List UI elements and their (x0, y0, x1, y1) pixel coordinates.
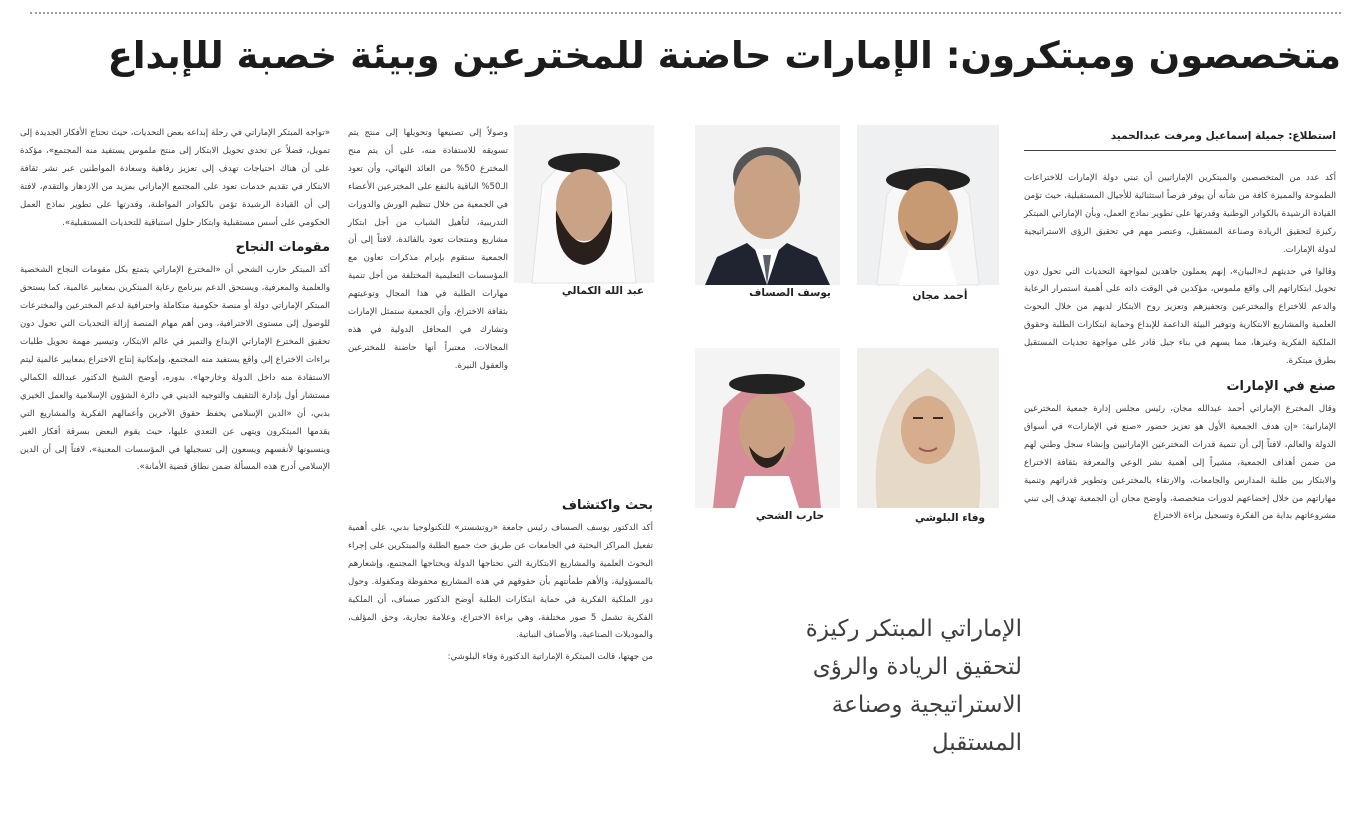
top-dotted-rule (30, 12, 1341, 14)
caption-hareb-alshehhi: حارب الشحي (755, 510, 825, 522)
caption-abdullah-alkamali: عبد الله الكمالي (561, 285, 645, 297)
caption-wafaa-albalushi: وفاء البلوشي (914, 512, 985, 524)
col3-para-3: من جهتها، قالت المبتكرة الإماراتية الدكتورة وفاء البلوشي: (447, 652, 653, 663)
col4-para-1: «تواجه المبتكر الإماراتي في رحلة إبداعه بعض التحديات، حيث تحتاج الأفكار الجديدة إلى تمويل، فضلاً عن تحدي تحويل الابتكار إلى منتج ملموس يستفيد منه المجتمع»، مؤكدة على أن هناك احتياجات تهدف إلى تعزيز رفاهية وسعادة المواطنين عبر نشر ثقافة الابتكار في تقديم خدمات تعود على المجتمع الإماراتي بمزيد من الازدهار والتقدم، لافتة إلى أن القيادة الرشيدة تؤمن بالكوادر المواطنة، وقدرتها على تطوير نماذج العمل الحكومي على أسس مستقبلية وابتكار حلول استباقية للتحديات المستقبلية». (20, 128, 330, 228)
pull-quote-line-4: المستقبل (931, 730, 1022, 756)
col1-para-3: وقال المخترع الإماراتي أحمد عبدالله مجان، رئيس مجلس إدارة جمعية المخترعين الإماراتية: «إن هدف الجمعية الأول هو تعزيز حضور «صنع في الإمارات» في أسواق الدولة والعالم، لافتاً إلى أن تنمية قدرات المخترعين الإماراتيين وإنشاء سجل وطني لهم من ضمن أهداف الجمعية، مشيراً إلى أهمية نشر الوعي والمعرفة بثقافة الاختراع والابتكار بين طلبة المدارس والجامعات، والارتقاء بالمخترعين وتطوير قدراتهم وتنمية مهاراتهم من خلال إخضاعهم لدورات متخصصة، وأوضح مجان أن الجمعية تهدف إلى تبني مشروعاتهم بداية من الفكرة وتسجيل براءة الاختراع (1024, 403, 1336, 522)
photo-ahmed-majan (857, 125, 999, 285)
pull-quote-line-2: لتحقيق الريادة والرؤى (812, 654, 1022, 680)
subhead-made-in-uae: صنع في الإمارات (1226, 378, 1336, 394)
man-ghutra-beard-portrait-icon (514, 125, 654, 283)
photo-yousef-alsassaf (695, 125, 840, 285)
column-3-top (348, 125, 508, 371)
column-4 (20, 125, 330, 785)
photo-hareb-alshehhi (695, 348, 840, 508)
caption-ahmed-majan: أحمد مجان (912, 290, 968, 302)
photo-abdullah-alkamali (514, 125, 654, 283)
man-ghutra-portrait-icon (857, 125, 999, 285)
headline: متخصصون ومبتكرون: الإمارات حاضنة للمخترعين وبيئة خصبة للإبداع (107, 34, 1341, 77)
column-3 (348, 350, 653, 780)
col4-para-2: أكد المبتكر حارب الشحي أن «المخترع الإماراتي يتمتع بكل مقومات النجاح الشخصية والعلمية والمعرفية، ويستحق الدعم ببرنامج رعاية المبتكرين بمعايير عالمية، كما يستحق المبتكر الإماراتي دولة أو منصة حكومية متكاملة واحترافية لدعم المخترعين والمخترعات للوصول إلى مستوى الاحترافية، ومن أهم مهام المنصة إزالة التحديات التي تحول دون تحقيق المخترع الإماراتي الإبداع والتميز في عالم الابتكار، وتيسير مهمة تحويل طلبات براءات الاختراع إلى واقع يستفيد منه المجتمع، وإمكانية إنتاج الاختراع بمعايير عالمية ليتم الاستفادة منه داخل الدولة وخارجها». بدوره، أوضح الشيخ الدكتور عبدالله الكمالي مستشار أول بإدارة التثقيف والتوجيه الديني في دائرة الشؤون الإسلامية والعمل الخيري بدبي، أن «الدين الإسلامي يحفظ حقوق الآخرين وأعمالهم الفكرية والمشاريع التي يقدمها المبتكرون ويتهى عن التعدي عليها، حيث يقوم البعض بسرقة أفكار الغير وينسبونها لأنفسهم ويسعون إلى تسجيلها في المؤسسات المعنية»، لافتاً إلى أن الدين الإسلامي أدرج هذه المسألة ضمن نطاق قضية الأمانة». (20, 265, 330, 473)
pull-quote-line-3: الاستراتيجية وصناعة (831, 692, 1022, 718)
col1-para-1: أكد عدد من المتخصصين والمبتكرين الإماراتيين أن تبني دولة الإمارات للاختراعات الطموحة والمميزة كافة من شأنه أن يوفر فرصاً استثنائية للأجيال المستقبلية، حيث تؤمن القيادة الرشيدة بالكوادر الوطنية وقدرتها على تطوير نماذج العمل، وبأن الإماراتي المبتكر ركيزة لتحقيق الريادة وصناعة المستقبل، وعنصر مهم في تحقيق الرؤى الاستراتيجية لدولة الإمارات. (1024, 173, 1336, 255)
caption-yousef-alsassaf: يوسف الصساف (749, 287, 831, 299)
subhead-success-factors: مقومات النجاح (235, 240, 330, 256)
pull-quote (732, 610, 1022, 780)
col1-para-2: وقالوا في حديثهم لـ«البيان»، إنهم يعملون جاهدين لمواجهة التحديات التي تحول دون تحويل ابتكاراتهم إلى واقع ملموس، مؤكدين في الوقت ذاته على أهمية استمرار الرعاية والدعم للاختراع والمخترعين وتحفيزهم وتعزيز روح الابتكار لديهم من خلال البحوث العلمية والمشاريع الابتكارية وتوفير البيئة الداعمة للإبداع وحماية ابتكارات الطلبة وحقوق الملكية الفكرية وغيرها، مما يسهم في بناء جيل قادر على مواجهة تحديات المستقبل بطرق مبتكرة. (1024, 266, 1336, 367)
photo-wafaa-albalushi (857, 348, 999, 508)
subhead-research: بحث واكتشاف (561, 498, 653, 513)
man-suit-portrait-icon (695, 125, 840, 285)
byline: استطلاع: جميلة إسماعيل ومرفت عبدالحميد (1024, 124, 1336, 151)
woman-hijab-portrait-icon (857, 348, 999, 508)
man-red-ghutra-portrait-icon (695, 348, 840, 508)
col3-para-1-part-a: وصولاً إلى تصنيعها وتحويلها إلى منتج يتم تسويقه للاستفادة منه، على أن يتم منح المخترع 50% من العائد النهائي، وأن تعود الـ50% الباقية بالنفع على المخترعين الأعضاء في الجمعية من خلال تنظيم الورش والدورات التدريبية، لتأهيل الشباب من أجل ابتكار مشاريع ومنتجات تعود بالفائدة، لافتاً إلى أن الجمعية ستقوم بإبرام مذكرات تعاون مع المؤسسات التعليمية المختلفة من أجل تنمية مهارات الطلبة في هذا المجال وتوعيتهم بثقافة الاختراع، وأن الجمعية ستمثل الإمارات وتشارك في المحافل الدولية في هذه المجالات، معتبراً أنها حاضنة للمخترعين والعقول النيرة. (348, 128, 508, 371)
pull-quote-line-1: الإماراتي المبتكر ركيزة (805, 616, 1022, 642)
column-1 (1024, 170, 1336, 790)
col3-para-2: أكد الدكتور يوسف الصساف رئيس جامعة «روتشستر» للتكنولوجيا بدبي، على أهمية تفعيل المراكز البحثية في الجامعات عن طريق حث جميع الطلبة والمبتكرين على إجراء البحوث العلمية والمشاريع الابتكارية التي تحتاجها الدولة ويحتاجها المجتمع، وإشعارهم بالمسؤولية، والأهم طمأنتهم بأن حقوقهم في هذه المشاريع محفوظة ومكفولة. وحول دور الملكية الفكرية في حماية ابتكارات الطلبة أوضح الدكتور صساف، أن الملكية الفكرية تشمل 5 صور مختلفة، وهي براءة الاختراع، وعلامة تجارية، وحق المؤلف، والموديلات الصناعية، والأصناف النباتية. (348, 523, 653, 641)
